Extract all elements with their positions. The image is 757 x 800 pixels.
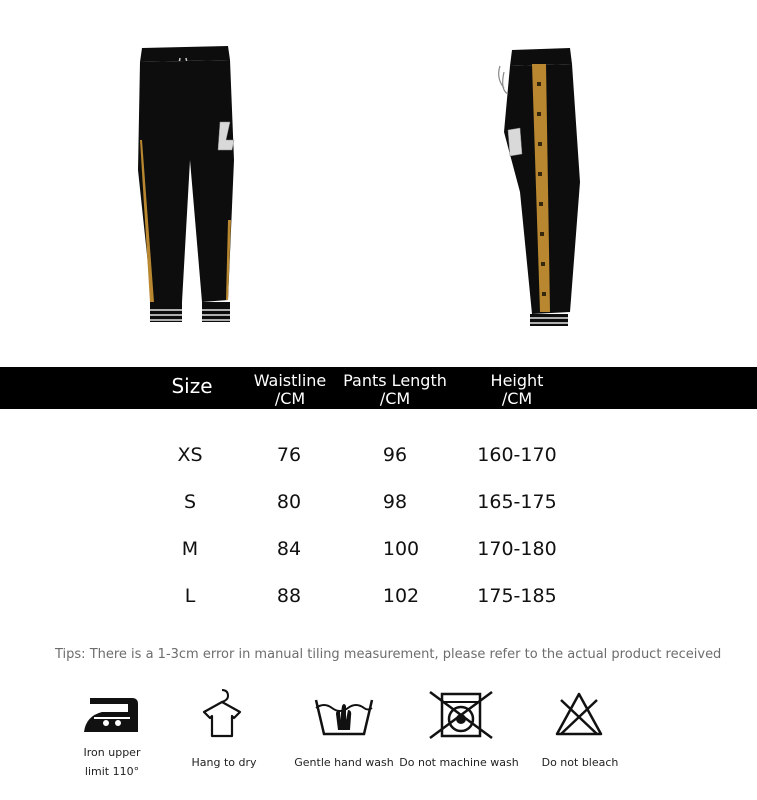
care-label-iron: Iron upper limit 110°	[83, 746, 141, 778]
table-cell-pants-length: 96	[382, 444, 408, 466]
table-cell-size: S	[183, 491, 197, 513]
care-label-hand-wash: Gentle hand wash	[294, 756, 394, 769]
table-cell-height: 165-175	[477, 491, 557, 513]
pants-front-image	[130, 40, 250, 330]
header-height: Height /CM	[490, 371, 544, 408]
care-label-hang-dry: Hang to dry	[191, 756, 257, 769]
table-cell-pants-length: 100	[382, 538, 420, 560]
size-chart-header	[0, 367, 757, 409]
table-cell-size: XS	[177, 444, 203, 466]
care-label-no-machine-wash: Do not machine wash	[399, 756, 519, 769]
table-cell-waistline: 84	[276, 538, 302, 560]
table-cell-size: L	[184, 585, 196, 607]
iron-icon	[82, 692, 142, 736]
hang-dry-icon	[200, 688, 244, 740]
header-size: Size	[171, 374, 213, 398]
no-machine-wash-icon	[428, 690, 494, 740]
pants-side-image	[490, 42, 590, 328]
table-cell-waistline: 88	[276, 585, 302, 607]
table-cell-pants-length: 102	[382, 585, 420, 607]
header-pants-length: Pants Length /CM	[343, 371, 447, 408]
hand-wash-icon	[314, 692, 374, 736]
table-cell-height: 175-185	[477, 585, 557, 607]
table-cell-height: 170-180	[477, 538, 557, 560]
table-cell-waistline: 80	[276, 491, 302, 513]
care-label-no-bleach: Do not bleach	[541, 756, 619, 769]
table-cell-pants-length: 98	[382, 491, 408, 513]
no-bleach-icon	[553, 690, 605, 738]
measurement-tips: Tips: There is a 1-3cm error in manual tiling measurement, please refer to the actual product received	[55, 647, 722, 662]
table-cell-waistline: 76	[276, 444, 302, 466]
table-cell-size: M	[181, 538, 199, 560]
header-waistline: Waistline /CM	[253, 371, 327, 408]
table-cell-height: 160-170	[477, 444, 557, 466]
